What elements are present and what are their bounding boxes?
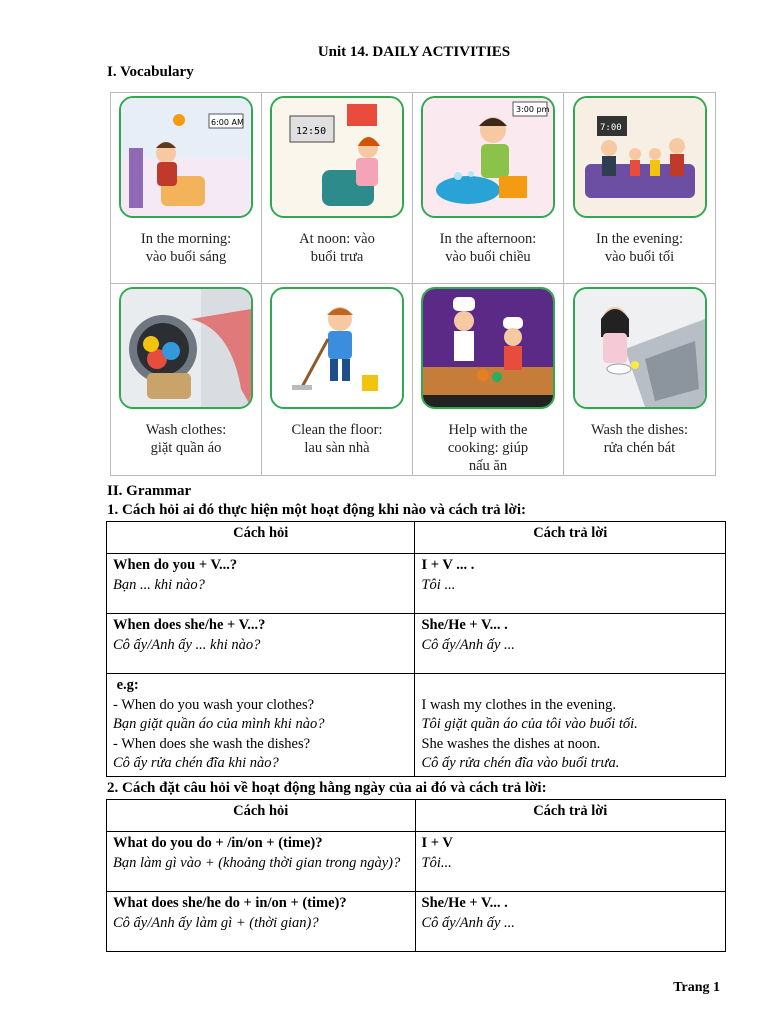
clean-floor-illustration xyxy=(270,287,404,409)
vocab-card-morning xyxy=(111,93,262,284)
vocab-caption: Help with the cooking: giúp nấu ăn xyxy=(447,422,529,474)
table1-header-answer: Cách trả lời xyxy=(415,522,726,554)
vocab-caption: Wash clothes: giặt quần áo xyxy=(145,422,227,456)
table1-r1-answer: I + V ... . Tôi ... xyxy=(415,554,726,614)
table1-r1-question: When do you + V...? Bạn ... khi nào? xyxy=(107,554,415,614)
page-number: Trang 1 xyxy=(673,980,720,995)
vocabulary-grid xyxy=(110,92,716,476)
table-row xyxy=(107,832,726,892)
table2-r2-answer: She/He + V... . Cô ấy/Anh ấy ... xyxy=(415,892,726,952)
vocab-card-evening xyxy=(564,93,715,284)
vocab-card-help-cooking xyxy=(413,284,564,475)
vocab-card-wash-dishes xyxy=(564,284,715,475)
evening-illustration xyxy=(573,96,707,218)
vocab-card-clean-floor xyxy=(262,284,413,475)
table1-example-answers: I wash my clothes in the evening. Tôi giặt quần áo của tôi vào buổi tối. She washes the dishes at noon. Cô ấy rửa chén đĩa vào buổi trưa. xyxy=(415,674,726,777)
section-grammar-heading: II. Grammar xyxy=(107,483,192,499)
table2-header-question: Cách hỏi xyxy=(107,800,416,832)
grammar-sub2-heading: 2. Cách đặt câu hỏi về hoạt động hằng ngày của ai đó và cách trả lời: xyxy=(107,780,547,796)
svg-text:7:00: 7:00 xyxy=(599,123,622,133)
page-title: Unit 14. DAILY ACTIVITIES xyxy=(317,44,511,60)
vocab-caption: In the morning: vào buổi sáng xyxy=(140,231,232,265)
table-row xyxy=(107,554,726,614)
table2-r1-answer: I + V Tôi... xyxy=(415,832,726,892)
table-row xyxy=(107,614,726,674)
vocab-caption: Clean the floor: lau sàn nhà xyxy=(291,422,383,456)
section-vocabulary-heading: I. Vocabulary xyxy=(107,64,194,80)
vocab-caption: Wash the dishes: rửa chén bát xyxy=(590,422,689,456)
morning-illustration xyxy=(119,96,253,218)
svg-text:12:50: 12:50 xyxy=(296,126,327,137)
table1-r2-question: When does she/he + V...? Cô ấy/Anh ấy ... khi nào? xyxy=(107,614,415,674)
table2-r1-question: What do you do + /in/on + (time)? Bạn làm gì vào + (khoảng thời gian trong ngày)? xyxy=(107,832,416,892)
table1-r2-answer: She/He + V... . Cô ấy/Anh ấy ... xyxy=(415,614,726,674)
wash-clothes-illustration xyxy=(119,287,253,409)
table-row xyxy=(107,892,726,952)
svg-text:6:00 AM: 6:00 AM xyxy=(211,118,244,127)
vocab-caption: At noon: vào buổi trưa xyxy=(299,231,375,265)
svg-text:3:00 pm: 3:00 pm xyxy=(516,105,550,114)
wash-dishes-illustration xyxy=(573,287,707,409)
cooking-illustration xyxy=(421,287,555,409)
vocab-card-wash-clothes xyxy=(111,284,262,475)
table2-header-answer: Cách trả lời xyxy=(415,800,726,832)
vocab-caption: In the afternoon: vào buổi chiều xyxy=(439,231,537,265)
vocab-caption: In the evening: vào buổi tối xyxy=(596,231,683,265)
grammar-sub1-heading: 1. Cách hỏi ai đó thực hiện một hoạt động khi nào và cách trả lời: xyxy=(107,502,527,518)
grammar-table-2 xyxy=(106,799,726,952)
noon-illustration xyxy=(270,96,404,218)
table-row xyxy=(107,674,726,777)
table1-header-question: Cách hỏi xyxy=(107,522,415,554)
table2-r2-question: What does she/he do + in/on + (time)? Cô ấy/Anh ấy làm gì + (thời gian)? xyxy=(107,892,416,952)
afternoon-illustration xyxy=(421,96,555,218)
grammar-table-1 xyxy=(106,521,726,777)
vocab-card-afternoon xyxy=(413,93,564,284)
vocab-card-noon xyxy=(262,93,413,284)
table1-example-questions: e.g: - When do you wash your clothes? Bạn giặt quần áo của mình khi nào? - When does she wash the dishes? Cô ấy rửa chén đĩa khi nào? xyxy=(107,674,415,777)
